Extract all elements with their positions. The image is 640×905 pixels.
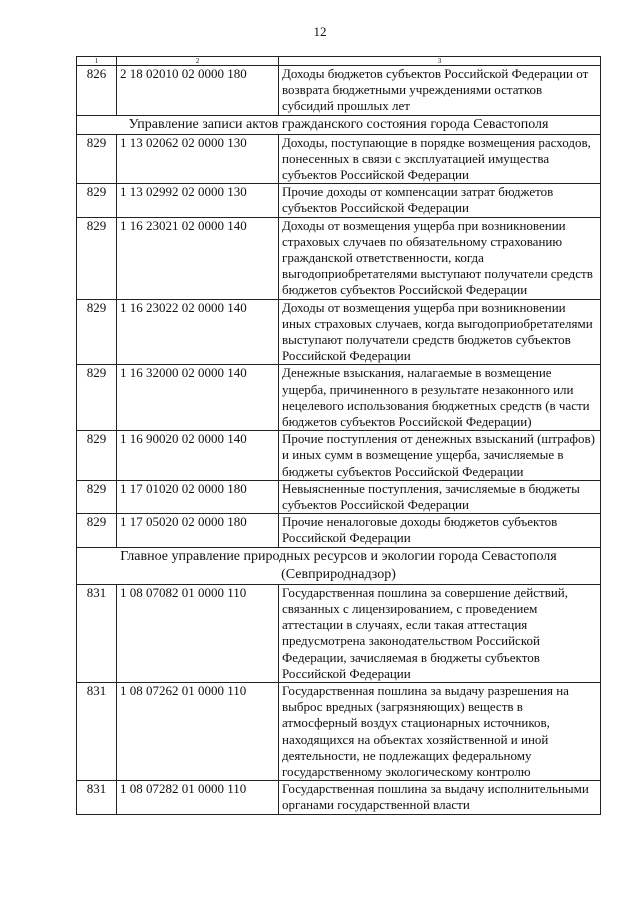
revenue-code-cell: 1 17 05020 02 0000 180 bbox=[117, 514, 279, 547]
table-row bbox=[77, 781, 601, 814]
revenue-name-cell: Прочие неналоговые доходы бюджетов субъектов Российской Федерации bbox=[279, 514, 601, 547]
revenue-name-cell: Денежные взыскания, налагаемые в возмещение ущерба, причиненного в результате незаконного или нецелевого использования бюджетных средств (в части бюджетов субъектов Российской Федерации) bbox=[279, 365, 601, 431]
table-row bbox=[77, 217, 601, 299]
admin-code-cell: 831 bbox=[77, 584, 117, 682]
revenue-code-cell: 1 16 23021 02 0000 140 bbox=[117, 217, 279, 299]
section-title: Управление записи актов гражданского состояния города Севастополя bbox=[77, 115, 601, 134]
revenue-code-cell: 1 17 01020 02 0000 180 bbox=[117, 480, 279, 513]
revenue-code-cell: 1 16 90020 02 0000 140 bbox=[117, 431, 279, 481]
admin-code-cell: 829 bbox=[77, 514, 117, 547]
admin-code-cell: 829 bbox=[77, 299, 117, 365]
admin-code-cell: 829 bbox=[77, 431, 117, 481]
table-row bbox=[77, 682, 601, 780]
revenue-code-cell: 1 08 07262 01 0000 110 bbox=[117, 682, 279, 780]
table-body bbox=[77, 66, 601, 815]
table-row bbox=[77, 299, 601, 365]
revenue-name-cell: Доходы, поступающие в порядке возмещения расходов, понесенных в связи с эксплуатацией имущества субъектов Российской Федерации bbox=[279, 134, 601, 184]
revenue-name-cell: Прочие доходы от компенсации затрат бюджетов субъектов Российской Федерации bbox=[279, 184, 601, 217]
page-number: 12 bbox=[313, 24, 327, 39]
revenue-name-cell: Прочие поступления от денежных взысканий (штрафов) и иных сумм в возмещение ущерба, зачисляемые в бюджеты субъектов Российской Федерации bbox=[279, 431, 601, 481]
admin-code-cell: 829 bbox=[77, 365, 117, 431]
section-header-row bbox=[77, 547, 601, 584]
revenue-name-cell: Невыясненные поступления, зачисляемые в бюджеты субъектов Российской Федерации bbox=[279, 480, 601, 513]
admin-code-cell: 829 bbox=[77, 184, 117, 217]
revenue-code-cell: 1 13 02992 02 0000 130 bbox=[117, 184, 279, 217]
revenue-name-cell: Доходы от возмещения ущерба при возникновении страховых случаев по обязательному страхованию гражданской ответственности, когда выгодоприобретателями выступают получатели средств бюджетов субъектов Российской Федерации bbox=[279, 217, 601, 299]
revenue-code-cell: 1 13 02062 02 0000 130 bbox=[117, 134, 279, 184]
admin-code-cell: 829 bbox=[77, 134, 117, 184]
admin-code-cell: 831 bbox=[77, 682, 117, 780]
column-number: 1 bbox=[77, 57, 117, 66]
table-row bbox=[77, 365, 601, 431]
column-number: 3 bbox=[279, 57, 601, 66]
table-row bbox=[77, 134, 601, 184]
column-number-row bbox=[77, 57, 601, 66]
section-title: Главное управление природных ресурсов и экологии города Севастополя (Севприроднадзор) bbox=[77, 547, 601, 584]
revenue-name-cell: Государственная пошлина за выдачу исполнительными органами государственной власти bbox=[279, 781, 601, 814]
revenue-name-cell: Государственная пошлина за совершение действий, связанных с лицензированием, с проведением аттестации в случаях, если такая аттестация предусмотрена законодательством Российской Федерации, зачисляемая в бюджеты субъектов Российской Федерации bbox=[279, 584, 601, 682]
revenue-name-cell: Доходы от возмещения ущерба при возникновении иных страховых случаев, когда выгодоприобретателями выступают получатели средств бюджетов субъектов Российской Федерации bbox=[279, 299, 601, 365]
revenue-name-cell: Государственная пошлина за выдачу разрешения на выброс вредных (загрязняющих) веществ в атмосферный воздух стационарных источников, находящихся на объектах хозяйственной и иной деятельности, не подлежащих федеральному государственному экологическому контролю bbox=[279, 682, 601, 780]
table-row bbox=[77, 66, 601, 116]
section-header-row bbox=[77, 115, 601, 134]
table-row bbox=[77, 514, 601, 547]
admin-code-cell: 829 bbox=[77, 217, 117, 299]
revenue-code-cell: 1 16 32000 02 0000 140 bbox=[117, 365, 279, 431]
revenue-codes-table bbox=[76, 56, 601, 815]
admin-code-cell: 831 bbox=[77, 781, 117, 814]
revenue-code-cell: 1 16 23022 02 0000 140 bbox=[117, 299, 279, 365]
revenue-code-cell: 1 08 07082 01 0000 110 bbox=[117, 584, 279, 682]
revenue-name-cell: Доходы бюджетов субъектов Российской Федерации от возврата бюджетными учреждениями остатков субсидий прошлых лет bbox=[279, 66, 601, 116]
revenue-code-cell: 2 18 02010 02 0000 180 bbox=[117, 66, 279, 116]
table-row bbox=[77, 480, 601, 513]
table-row bbox=[77, 431, 601, 481]
table-row bbox=[77, 184, 601, 217]
revenue-code-cell: 1 08 07282 01 0000 110 bbox=[117, 781, 279, 814]
admin-code-cell: 829 bbox=[77, 480, 117, 513]
admin-code-cell: 826 bbox=[77, 66, 117, 116]
table-row bbox=[77, 584, 601, 682]
column-number: 2 bbox=[117, 57, 279, 66]
